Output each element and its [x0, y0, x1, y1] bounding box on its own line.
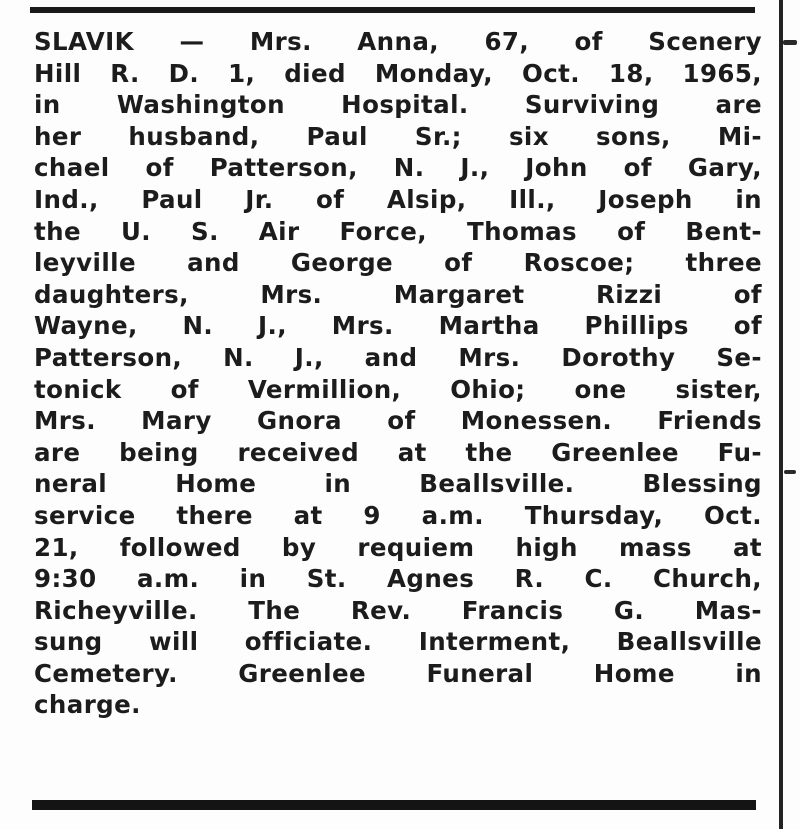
obituary-text: [34, 26, 762, 721]
obituary-line: neral Home in Beallsville. Blessing: [34, 469, 762, 499]
obituary-line: service there at 9 a.m. Thursday, Oct.: [34, 500, 762, 530]
obituary-line: the U. S. Air Force, Thomas of Bent-: [34, 216, 762, 246]
top-rule: [30, 7, 755, 13]
obituary-line: Hill R. D. 1, died Monday, Oct. 18, 1965,: [34, 58, 762, 88]
obituary-line: 9:30 a.m. in St. Agnes R. C. Church,: [34, 564, 762, 594]
obituary-line: in Washington Hospital. Surviving are: [34, 90, 762, 120]
obituary-line: Patterson, N. J., and Mrs. Dorothy Se-: [34, 342, 762, 372]
obituary-line: SLAVIK — Mrs. Anna, 67, of Scenery: [34, 27, 762, 56]
obituary-line: tonick of Vermillion, Ohio; one sister,: [34, 374, 762, 404]
obituary-line: her husband, Paul Sr.; six sons, Mi-: [34, 121, 762, 151]
obituary-line: sung will officiate. Interment, Beallsville: [34, 627, 762, 657]
obituary-line: daughters, Mrs. Margaret Rizzi of: [34, 279, 762, 309]
edge-speck: [784, 470, 796, 474]
obituary-line: leyville and George of Roscoe; three: [34, 248, 762, 278]
obituary-line: Mrs. Mary Gnora of Monessen. Friends: [34, 406, 762, 436]
obituary-line: are being received at the Greenlee Fu-: [34, 437, 762, 467]
obituary-line: 21, followed by requiem high mass at: [34, 532, 762, 562]
bottom-rule: [32, 800, 756, 810]
edge-speck: [783, 40, 797, 45]
obituary-line: Cemetery. Greenlee Funeral Home in: [34, 658, 762, 688]
obituary-line: charge.: [34, 690, 141, 720]
column-edge-rule: [779, 0, 783, 829]
obituary-line: Ind., Paul Jr. of Alsip, Ill., Joseph in: [34, 184, 762, 214]
obituary-line: Richeyville. The Rev. Francis G. Mas-: [34, 595, 762, 625]
obituary-line: Wayne, N. J., Mrs. Martha Phillips of: [34, 311, 762, 341]
obituary-line: chael of Patterson, N. J., John of Gary,: [34, 153, 762, 183]
